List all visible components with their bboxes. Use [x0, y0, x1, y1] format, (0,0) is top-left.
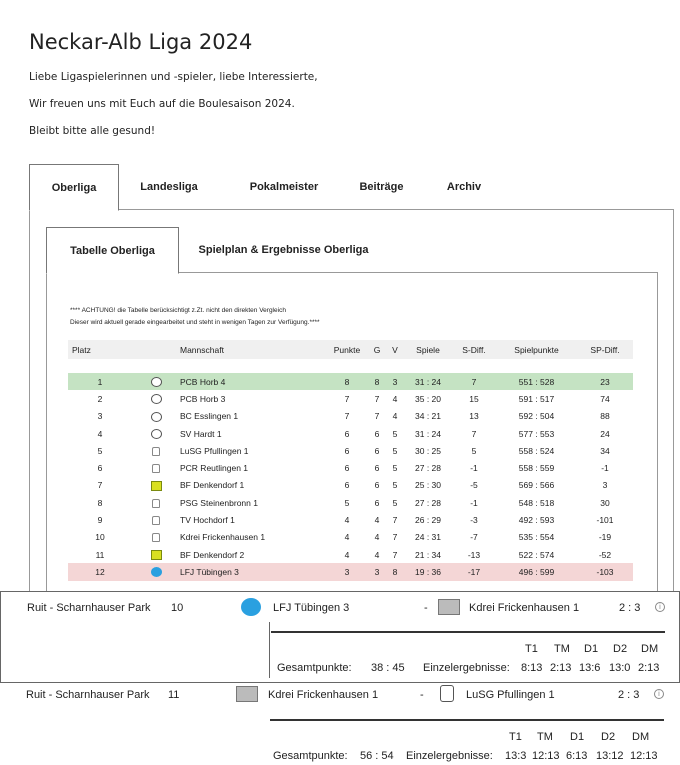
table-row	[68, 373, 633, 390]
shield-icon	[151, 550, 162, 560]
crest-icon	[151, 394, 162, 404]
header-logo	[132, 340, 180, 359]
v-cell: 7	[392, 532, 398, 543]
standings-table	[68, 340, 633, 581]
match-venue: Ruit - Scharnhauser Park	[27, 602, 151, 614]
standings-header	[68, 340, 633, 359]
v-cell: 5	[392, 497, 398, 508]
match-divider	[270, 719, 664, 721]
team-name[interactable]: LFJ Tübingen 3	[180, 563, 326, 580]
shirt-icon	[152, 447, 160, 456]
shirt-icon	[152, 464, 160, 473]
header-platz: Platz	[68, 340, 132, 359]
team-name[interactable]: Kdrei Frickenhausen 1	[180, 532, 266, 543]
tab-landesliga[interactable]: Landesliga	[140, 181, 198, 193]
team-name[interactable]: PSG Steinenbronn 1	[180, 497, 258, 508]
punkte-cell: 6	[344, 428, 350, 439]
platz-cell: 9	[97, 515, 103, 526]
match-result: 2 : 3	[619, 602, 641, 614]
sdiff-cell: -1	[470, 463, 478, 474]
spiele-cell: 31 : 24	[404, 373, 452, 390]
match-venue: Ruit - Scharnhauser Park	[26, 689, 150, 701]
spdiff-cell: -19	[598, 532, 612, 543]
spdiff-cell: -52	[598, 549, 612, 560]
team-logo-cell	[132, 373, 180, 390]
header-spielpunkte: Spielpunkte	[496, 340, 577, 359]
punkte-cell: 6	[344, 463, 350, 474]
spdiff-cell: 23	[577, 373, 633, 390]
sdiff-cell: -13	[467, 549, 481, 560]
sdiff-cell: 7	[471, 428, 477, 439]
team-logo-cell	[132, 511, 180, 528]
header-spiele: Spiele	[404, 340, 452, 359]
table-row	[68, 477, 633, 494]
team-logo-cell	[132, 529, 180, 546]
spiele-cell: 31 : 24	[415, 428, 441, 439]
set-header-t1: T1	[525, 643, 538, 655]
g-cell: 6	[374, 497, 380, 508]
g-cell: 6	[374, 463, 380, 474]
info-icon[interactable]: i	[654, 689, 664, 699]
sdiff-cell: 7	[452, 373, 496, 390]
spdiff-cell: 88	[600, 411, 610, 422]
v-cell: 4	[392, 411, 398, 422]
lusg-logo-icon	[440, 685, 454, 702]
spdiff-cell: 30	[600, 497, 610, 508]
kdrei-logo-icon	[236, 686, 258, 702]
header-g: G	[368, 340, 386, 359]
team-logo-cell	[132, 477, 180, 494]
punkte-cell: 4	[344, 532, 350, 543]
league-tabs	[29, 164, 674, 210]
match-result: 2 : 3	[618, 689, 640, 701]
team-name[interactable]: PCB Horb 4	[180, 373, 326, 390]
platz-cell: 5	[97, 445, 103, 456]
tab-pokalmeister[interactable]: Pokalmeister	[249, 181, 319, 193]
standings-body	[68, 373, 633, 581]
team-logo-cell	[132, 563, 180, 580]
page-title: Neckar-Alb Liga 2024	[29, 30, 253, 54]
einzel-dm: 12:13	[630, 750, 658, 762]
set-header-tm: TM	[554, 643, 570, 655]
team-name[interactable]: BF Denkendorf 2	[180, 549, 245, 560]
einzel-d1: 13:6	[579, 662, 601, 674]
spiele-cell: 21 : 34	[415, 549, 441, 560]
spielpunkte-cell: 548 : 518	[518, 497, 555, 508]
spdiff-cell: 34	[600, 445, 610, 456]
set-header-dm: DM	[632, 731, 650, 743]
match-home-team: LFJ Tübingen 3	[273, 602, 350, 614]
spielpunkte-cell: 492 : 593	[518, 515, 555, 526]
crest-icon	[151, 377, 162, 387]
einzel-d2: 13:12	[596, 750, 624, 762]
shield-icon	[151, 481, 162, 491]
set-header-dm: DM	[641, 643, 659, 655]
match-separator: -	[420, 689, 424, 701]
spiele-cell: 27 : 28	[415, 463, 441, 474]
match-detail-10	[0, 591, 680, 683]
v-cell: 5	[392, 428, 398, 439]
tab-tabelle-oberliga[interactable]: Tabelle Oberliga	[46, 227, 179, 274]
einzel-t1: 13:3	[505, 750, 527, 762]
header-sdiff: S-Diff.	[452, 340, 496, 359]
table-row	[68, 546, 633, 563]
punkte-cell: 7	[344, 393, 350, 404]
g-cell: 4	[374, 532, 380, 543]
einzel-label: Einzelergebnisse:	[406, 750, 493, 762]
header-v: V	[386, 340, 404, 359]
g-cell: 8	[368, 373, 386, 390]
platz-cell: 11	[95, 549, 105, 560]
spdiff-cell: -103	[577, 563, 633, 580]
table-row	[68, 529, 633, 546]
spiele-cell: 24 : 31	[415, 532, 441, 543]
spdiff-cell: -101	[596, 515, 614, 526]
spdiff-cell: 74	[600, 393, 610, 404]
team-name[interactable]: BC Esslingen 1	[180, 411, 239, 422]
team-logo-cell	[132, 546, 180, 563]
platz-cell: 10	[95, 532, 105, 543]
table-row	[68, 494, 633, 511]
table-row	[68, 390, 633, 407]
spielpunkte-cell: 551 : 528	[496, 373, 577, 390]
g-cell: 4	[374, 549, 380, 560]
spielpunkte-cell: 577 : 553	[518, 428, 555, 439]
punkte-cell: 6	[344, 480, 350, 491]
einzel-dm: 2:13	[638, 662, 660, 674]
match-divider	[271, 631, 665, 633]
set-header-tm: TM	[537, 731, 553, 743]
platz-cell: 12	[68, 563, 132, 580]
team-name[interactable]: BF Denkendorf 1	[180, 480, 245, 491]
spiele-cell: 19 : 36	[404, 563, 452, 580]
intro-greeting: Liebe Ligaspielerinnen und -spieler, liebe Interessierte,	[29, 71, 318, 83]
shirt-icon	[152, 516, 160, 525]
g-cell: 6	[374, 445, 380, 456]
v-cell: 7	[392, 515, 398, 526]
team-logo-cell	[132, 459, 180, 476]
spiele-cell: 27 : 28	[415, 497, 441, 508]
sdiff-cell: -3	[470, 515, 478, 526]
spielpunkte-cell: 591 : 517	[518, 393, 555, 404]
spiele-cell: 26 : 29	[415, 515, 441, 526]
table-row	[68, 563, 633, 580]
team-logo-cell	[132, 408, 180, 425]
punkte-cell: 4	[344, 515, 350, 526]
spielpunkte-cell: 522 : 574	[518, 549, 555, 560]
spielpunkte-cell: 558 : 524	[518, 445, 555, 456]
platz-cell: 6	[97, 463, 103, 474]
crest-icon	[151, 429, 162, 439]
set-header-d1: D1	[584, 643, 599, 655]
match-away-team: Kdrei Frickenhausen 1	[469, 602, 580, 614]
punkte-cell: 5	[344, 497, 350, 508]
spielpunkte-cell: 592 : 504	[518, 411, 555, 422]
platz-cell: 1	[68, 373, 132, 390]
einzel-label: Einzelergebnisse:	[423, 662, 510, 674]
team-name[interactable]: PCB Horb 3	[180, 393, 226, 404]
spiele-cell: 25 : 30	[415, 480, 441, 491]
sdiff-cell: -7	[470, 532, 478, 543]
gesamt-label: Gesamtpunkte:	[273, 750, 348, 762]
einzel-t1: 8:13	[521, 662, 543, 674]
team-name[interactable]: SV Hardt 1	[180, 428, 222, 439]
v-cell: 5	[392, 480, 398, 491]
tab-archiv[interactable]: Archiv	[446, 181, 482, 193]
einzel-d2: 13:0	[609, 662, 631, 674]
sdiff-cell: -17	[452, 563, 496, 580]
set-header-t1: T1	[509, 731, 522, 743]
set-header-d2: D2	[601, 731, 616, 743]
g-cell: 6	[374, 480, 380, 491]
shirt-icon	[152, 499, 160, 508]
spdiff-cell: -1	[601, 463, 609, 474]
sdiff-cell: -1	[470, 497, 478, 508]
gesamt-label: Gesamtpunkte:	[277, 662, 352, 674]
v-cell: 4	[392, 393, 398, 404]
tab-oberliga[interactable]: Oberliga	[29, 164, 119, 211]
tab-beitraege[interactable]: Beiträge	[359, 181, 404, 193]
einzel-tm: 12:13	[532, 750, 560, 762]
spiele-cell: 30 : 25	[415, 445, 441, 456]
punkte-cell: 6	[344, 445, 350, 456]
v-cell: 5	[392, 463, 398, 474]
table-notice-detail: Dieser wird aktuell gerade eingearbeitet und steht in wenigen Tagen zur Verfügung.****	[70, 319, 320, 326]
header-spdiff: SP-Diff.	[577, 340, 633, 359]
spielpunkte-cell: 558 : 559	[518, 463, 555, 474]
g-cell: 4	[374, 515, 380, 526]
v-cell: 8	[386, 563, 404, 580]
header-mannschaft: Mannschaft	[180, 340, 326, 359]
table-notice: **** ACHTUNG! die Tabelle berücksichtigt z.Zt. nicht den direkten Vergleich	[70, 307, 286, 314]
set-header-d1: D1	[570, 731, 585, 743]
team-logo-cell	[132, 494, 180, 511]
spielpunkte-cell: 535 : 554	[518, 532, 555, 543]
tab-spielplan-oberliga[interactable]: Spielplan & Ergebnisse Oberliga	[198, 244, 369, 256]
spielpunkte-cell: 496 : 599	[496, 563, 577, 580]
table-row	[68, 459, 633, 476]
match-vertical-divider	[269, 622, 270, 678]
gesamt-value: 38 : 45	[371, 662, 405, 674]
table-row	[68, 442, 633, 459]
v-cell: 3	[386, 373, 404, 390]
team-logo-cell	[132, 425, 180, 442]
platz-cell: 8	[97, 497, 103, 508]
g-cell: 6	[374, 428, 380, 439]
match-number: 10	[171, 602, 184, 614]
lfj-logo-icon	[241, 598, 261, 616]
intro-season: Wir freuen uns mit Euch auf die Boulesaison 2024.	[29, 98, 295, 110]
spdiff-cell: 3	[602, 480, 608, 491]
table-row	[68, 408, 633, 425]
spiele-cell: 34 : 21	[415, 411, 441, 422]
header-punkte: Punkte	[326, 340, 368, 359]
platz-cell: 7	[97, 480, 103, 491]
sdiff-cell: -5	[470, 480, 478, 491]
spiele-cell: 35 : 20	[415, 393, 441, 404]
v-cell: 7	[392, 549, 398, 560]
team-name[interactable]: TV Hochdorf 1	[180, 515, 235, 526]
punkte-cell: 4	[344, 549, 350, 560]
sdiff-cell: 5	[471, 445, 477, 456]
platz-cell: 4	[97, 428, 103, 439]
v-cell: 5	[392, 445, 398, 456]
match-separator: -	[424, 602, 428, 614]
match-home-team: Kdrei Frickenhausen 1	[268, 689, 379, 701]
table-row	[68, 425, 633, 442]
g-cell: 7	[374, 411, 380, 422]
team-name[interactable]: PCR Reutlingen 1	[180, 463, 249, 474]
team-logo-cell	[132, 390, 180, 407]
set-header-d2: D2	[613, 643, 628, 655]
match-away-team: LuSG Pfullingen 1	[466, 689, 555, 701]
platz-cell: 3	[97, 411, 103, 422]
team-logo-cell	[132, 442, 180, 459]
spielpunkte-cell: 569 : 566	[518, 480, 555, 491]
sdiff-cell: 15	[469, 393, 479, 404]
table-row	[68, 511, 633, 528]
spdiff-cell: 24	[600, 428, 610, 439]
platz-cell: 2	[97, 393, 103, 404]
gesamt-value: 56 : 54	[360, 750, 394, 762]
punkte-cell: 8	[326, 373, 368, 390]
intro-closing: Bleibt bitte alle gesund!	[29, 125, 156, 137]
banner-icon	[152, 533, 160, 542]
match-detail-11	[0, 683, 680, 765]
match-number: 11	[168, 689, 180, 701]
kdrei-logo-icon	[438, 599, 460, 615]
ball-icon	[151, 567, 162, 577]
crest-icon	[151, 412, 162, 422]
punkte-cell: 3	[326, 563, 368, 580]
g-cell: 7	[374, 393, 380, 404]
info-icon[interactable]: i	[655, 602, 665, 612]
oberliga-subtabs	[46, 227, 658, 273]
sdiff-cell: 13	[469, 411, 479, 422]
punkte-cell: 7	[344, 411, 350, 422]
g-cell: 3	[368, 563, 386, 580]
team-name[interactable]: LuSG Pfullingen 1	[180, 445, 249, 456]
einzel-tm: 2:13	[550, 662, 572, 674]
einzel-d1: 6:13	[566, 750, 588, 762]
